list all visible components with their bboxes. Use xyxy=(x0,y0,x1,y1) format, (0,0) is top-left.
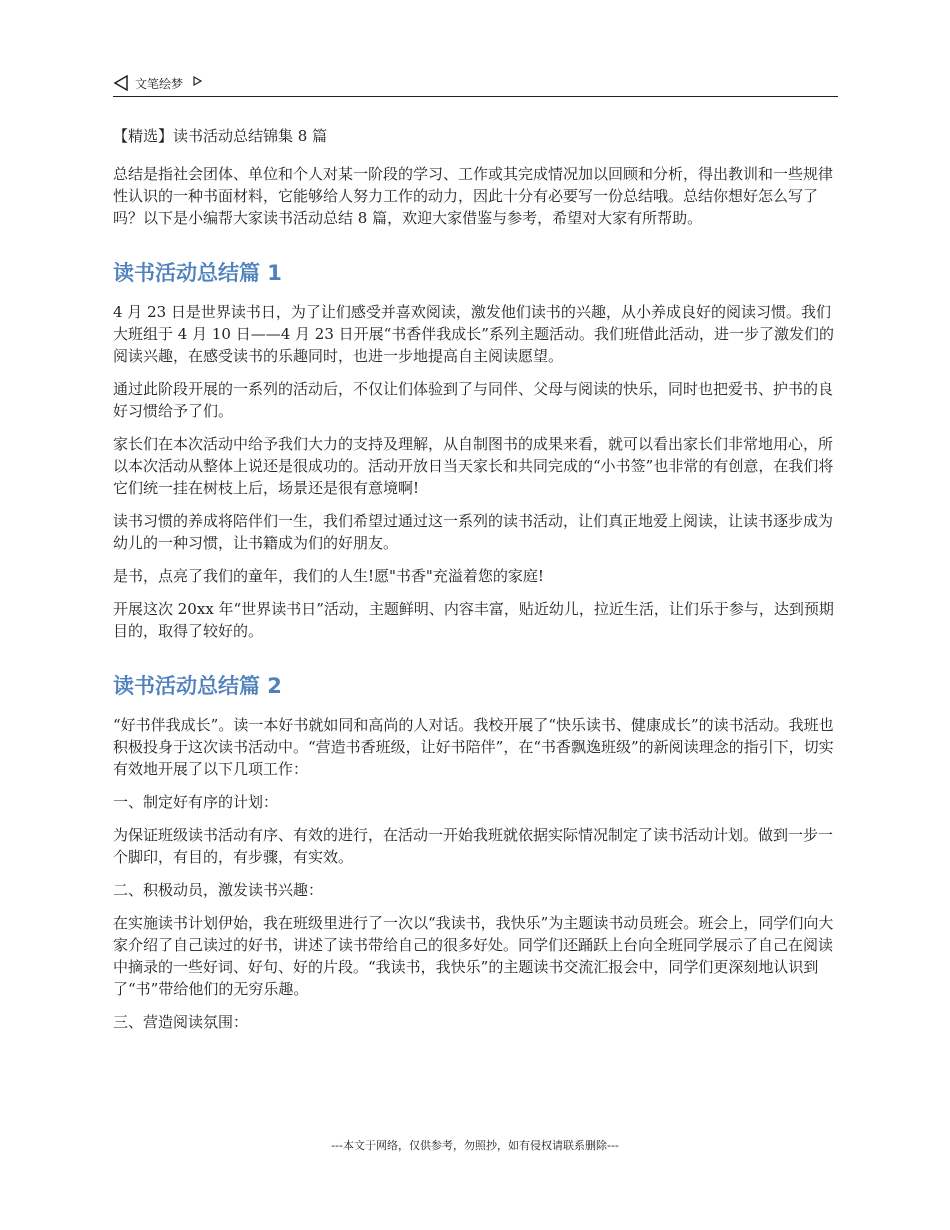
paragraph: 三、营造阅读氛围： xyxy=(113,1013,249,1031)
intro-paragraph: 总结是指社会团体、单位和个人对某一阶段的学习、工作或其完成情况加以回顾和分析，得出教训和一些规律性认识的一种书面材料，它能够给人努力工作的动力，因此十分有必要写一份总结哦。总结你想好怎么写了吗？以下是小编帮大家读书活动总结 8 篇，欢迎大家借鉴与参考，希望对大家有所帮助。 xyxy=(113,165,834,227)
paragraph: 家长们在本次活动中给予我们大力的支持及理解，从自制图书的成果来看，就可以看出家长们非常地用心，所以本次活动从整体上说还是很成功的。活动开放日当天家长和共同完成的“小书签”也非常的有创意，在我们将它们统一挂在树枝上后，场景还是很有意境啊! xyxy=(113,435,834,497)
document-body xyxy=(113,125,838,1044)
section-heading: 读书活动总结篇 1 xyxy=(113,261,282,285)
paragraph: 一、制定好有序的计划： xyxy=(113,793,279,811)
paragraph: 4 月 23 日是世界读书日，为了让们感受并喜欢阅读，激发他们读书的兴趣，从小养成良好的阅读习惯。我们大班组于 4 月 10 日——4 月 23 日开展“书香伴我成长”系列主题活动。我们班借此活动，进一步了激发们的阅读兴趣，在感受读书的乐趣同时，也进一步地提高自主阅读愿望。 xyxy=(113,303,834,365)
triangle-left-icon xyxy=(113,75,129,91)
section-heading: 读书活动总结篇 2 xyxy=(113,674,282,698)
page-header xyxy=(113,70,838,97)
document-title: 【精选】读书活动总结锦集 8 篇 xyxy=(113,127,328,145)
brand-name: 文笔绘梦 xyxy=(135,76,184,91)
paragraph: 二、积极动员，激发读书兴趣： xyxy=(113,881,324,899)
paragraph: 在实施读书计划伊始，我在班级里进行了一次以“我读书，我快乐”为主题读书动员班会。班会上，同学们向大家介绍了自己读过的好书，讲述了读书带给自己的很多好处。同学们还踊跃上台向全班同学展示了自己在阅读中摘录的一些好词、好句、好的片段。“我读书，我快乐”的主题读书交流汇报会中，同学们更深刻地认识到了“书”带给他们的无穷乐趣。 xyxy=(113,914,834,998)
paragraph: 通过此阶段开展的一系列的活动后，不仅让们体验到了与同伴、父母与阅读的快乐，同时也把爱书、护书的良好习惯给予了们。 xyxy=(113,380,834,420)
triangle-right-icon xyxy=(193,76,202,86)
paragraph: 开展这次 20xx 年“世界读书日”活动，主题鲜明、内容丰富，贴近幼儿，拉近生活，让们乐于参与，达到预期目的，取得了较好的。 xyxy=(113,600,834,640)
paragraph: 是书，点亮了我们的童年，我们的人生!愿"书香"充溢着您的家庭! xyxy=(113,567,544,585)
paragraph: 读书习惯的养成将陪伴们一生，我们希望过通过这一系列的读书活动，让们真正地爱上阅读，让读书逐步成为幼儿的一种习惯，让书籍成为们的好朋友。 xyxy=(113,512,834,552)
paragraph: “好书伴我成长”。读一本好书就如同和高尚的人对话。我校开展了“快乐读书、健康成长”的读书活动。我班也积极投身于这次读书活动中。“营造书香班级，让好书陪伴”，在“书香飘逸班级”的新阅读理念的指引下，切实有效地开展了以下几项工作： xyxy=(113,716,834,778)
page-footer: ---本文于网络，仅供参考，勿照抄，如有侵权请联系删除--- xyxy=(331,1139,619,1152)
paragraph: 为保证班级读书活动有序、有效的进行，在活动一开始我班就依据实际情况制定了读书活动计划。做到一步一个脚印，有目的，有步骤，有实效。 xyxy=(113,826,834,866)
